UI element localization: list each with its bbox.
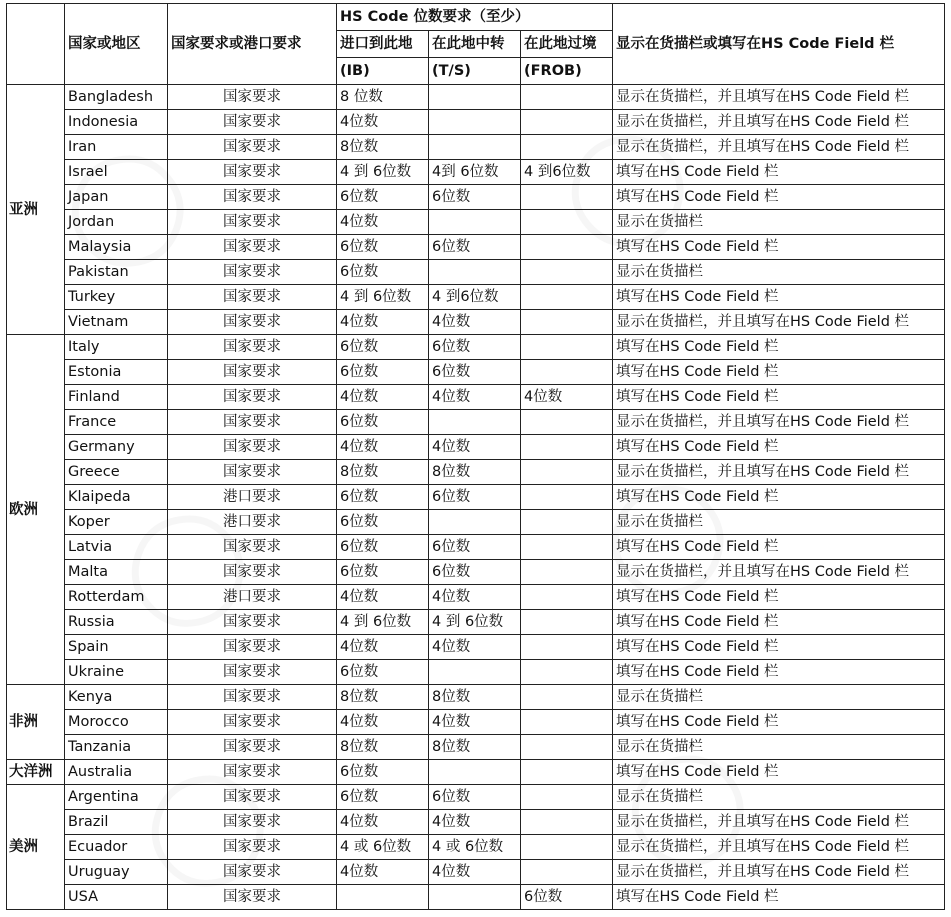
requirement-cell: 国家要求 [168,135,337,160]
requirement-cell: 国家要求 [168,460,337,485]
frob-digits-cell [521,335,613,360]
ib-digits-cell: 4位数 [337,310,429,335]
table-row [7,135,945,160]
table-row [7,85,945,110]
country-cell: Kenya [65,685,168,710]
country-cell: Japan [65,185,168,210]
display-cell: 显示在货描栏 [613,260,945,285]
display-cell: 显示在货描栏，并且填写在HS Code Field 栏 [613,860,945,885]
frob-digits-cell [521,560,613,585]
table-row [7,760,945,785]
header-hs-digits: HS Code 位数要求（至少） [337,4,613,31]
country-cell: Greece [65,460,168,485]
table-row [7,835,945,860]
requirement-cell: 国家要求 [168,760,337,785]
ib-digits-cell: 6位数 [337,335,429,360]
frob-digits-cell [521,85,613,110]
country-cell: Klaipeda [65,485,168,510]
requirement-cell: 国家要求 [168,360,337,385]
table-row [7,635,945,660]
frob-digits-cell [521,285,613,310]
requirement-cell: 国家要求 [168,335,337,360]
display-cell: 填写在HS Code Field 栏 [613,385,945,410]
country-cell: Jordan [65,210,168,235]
country-cell: Uruguay [65,860,168,885]
table-row [7,435,945,460]
requirement-cell: 国家要求 [168,560,337,585]
table-row [7,185,945,210]
table-row [7,685,945,710]
country-cell: Estonia [65,360,168,385]
ib-digits-cell: 6位数 [337,235,429,260]
table-header [7,4,945,85]
country-cell: Argentina [65,785,168,810]
frob-digits-cell [521,260,613,285]
frob-digits-cell [521,460,613,485]
country-cell: Finland [65,385,168,410]
table-row [7,410,945,435]
ts-digits-cell: 4位数 [429,710,521,735]
ib-digits-cell: 4位数 [337,385,429,410]
ts-digits-cell: 4 或 6位数 [429,835,521,860]
frob-digits-cell [521,685,613,710]
frob-digits-cell: 4位数 [521,385,613,410]
requirement-cell: 国家要求 [168,185,337,210]
requirement-cell: 国家要求 [168,860,337,885]
header-display: 显示在货描栏或填写在HS Code Field 栏 [613,4,945,85]
frob-digits-cell [521,810,613,835]
display-cell: 显示在货描栏，并且填写在HS Code Field 栏 [613,135,945,160]
ts-digits-cell [429,85,521,110]
table-row [7,335,945,360]
table-row [7,560,945,585]
requirement-cell: 国家要求 [168,735,337,760]
ts-digits-cell [429,510,521,535]
frob-digits-cell [521,760,613,785]
display-cell: 显示在货描栏，并且填写在HS Code Field 栏 [613,460,945,485]
display-cell: 填写在HS Code Field 栏 [613,285,945,310]
ib-digits-cell: 4位数 [337,585,429,610]
frob-digits-cell: 4 到6位数 [521,160,613,185]
region-cell: 美洲 [7,785,65,910]
frob-digits-cell [521,435,613,460]
header-ts-line2: (T/S) [429,58,521,85]
ts-digits-cell: 4位数 [429,435,521,460]
ib-digits-cell: 6位数 [337,185,429,210]
ts-digits-cell: 4 到 6位数 [429,610,521,635]
country-cell: Iran [65,135,168,160]
country-cell: Germany [65,435,168,460]
display-cell: 填写在HS Code Field 栏 [613,660,945,685]
ts-digits-cell [429,885,521,910]
table-row [7,110,945,135]
requirement-cell: 国家要求 [168,810,337,835]
table-row [7,385,945,410]
frob-digits-cell [521,310,613,335]
requirement-cell: 国家要求 [168,685,337,710]
requirement-cell: 国家要求 [168,535,337,560]
frob-digits-cell [521,835,613,860]
ib-digits-cell: 6位数 [337,360,429,385]
display-cell: 填写在HS Code Field 栏 [613,335,945,360]
ib-digits-cell: 4 到 6位数 [337,610,429,635]
ib-digits-cell: 4位数 [337,210,429,235]
frob-digits-cell: 6位数 [521,885,613,910]
region-cell: 亚洲 [7,85,65,335]
requirement-cell: 国家要求 [168,385,337,410]
country-cell: Morocco [65,710,168,735]
header-country: 国家或地区 [65,4,168,85]
display-cell: 填写在HS Code Field 栏 [613,235,945,260]
ib-digits-cell: 8位数 [337,735,429,760]
frob-digits-cell [521,135,613,160]
ts-digits-cell: 6位数 [429,335,521,360]
table-row [7,610,945,635]
ib-digits-cell: 8 位数 [337,85,429,110]
ts-digits-cell: 6位数 [429,560,521,585]
ts-digits-cell [429,760,521,785]
ib-digits-cell: 6位数 [337,260,429,285]
table-row [7,235,945,260]
display-cell: 填写在HS Code Field 栏 [613,610,945,635]
display-cell: 填写在HS Code Field 栏 [613,885,945,910]
ts-digits-cell: 4位数 [429,385,521,410]
display-cell: 显示在货描栏，并且填写在HS Code Field 栏 [613,810,945,835]
country-cell: Australia [65,760,168,785]
frob-digits-cell [521,785,613,810]
frob-digits-cell [521,635,613,660]
table-row [7,360,945,385]
ts-digits-cell [429,110,521,135]
country-cell: Tanzania [65,735,168,760]
ts-digits-cell [429,660,521,685]
requirement-cell: 国家要求 [168,835,337,860]
header-ts-line1: 在此地中转 [429,31,521,58]
table-body [7,85,945,910]
requirement-cell: 国家要求 [168,85,337,110]
ts-digits-cell [429,260,521,285]
frob-digits-cell [521,110,613,135]
display-cell: 填写在HS Code Field 栏 [613,535,945,560]
frob-digits-cell [521,860,613,885]
display-cell: 显示在货描栏，并且填写在HS Code Field 栏 [613,85,945,110]
country-cell: Ecuador [65,835,168,860]
frob-digits-cell [521,410,613,435]
ts-digits-cell [429,210,521,235]
ts-digits-cell [429,135,521,160]
ib-digits-cell: 6位数 [337,760,429,785]
header-region-blank [7,4,65,85]
ib-digits-cell: 4位数 [337,860,429,885]
table-row [7,660,945,685]
ts-digits-cell: 6位数 [429,185,521,210]
requirement-cell: 国家要求 [168,285,337,310]
region-cell: 非洲 [7,685,65,760]
region-cell: 欧洲 [7,335,65,685]
country-cell: Turkey [65,285,168,310]
table-row [7,260,945,285]
country-cell: Malaysia [65,235,168,260]
header-requirement: 国家要求或港口要求 [168,4,337,85]
country-cell: Russia [65,610,168,635]
frob-digits-cell [521,210,613,235]
country-cell: Ukraine [65,660,168,685]
requirement-cell: 国家要求 [168,785,337,810]
ib-digits-cell: 8位数 [337,460,429,485]
header-frob-line2: (FROB) [521,58,613,85]
ib-digits-cell: 4 到 6位数 [337,160,429,185]
requirement-cell: 国家要求 [168,235,337,260]
display-cell: 填写在HS Code Field 栏 [613,710,945,735]
frob-digits-cell [521,360,613,385]
requirement-cell: 国家要求 [168,260,337,285]
frob-digits-cell [521,185,613,210]
hs-code-requirements-table [6,3,945,910]
country-cell: Rotterdam [65,585,168,610]
frob-digits-cell [521,610,613,635]
table-row [7,285,945,310]
requirement-cell: 国家要求 [168,610,337,635]
requirement-cell: 国家要求 [168,110,337,135]
table-row [7,785,945,810]
frob-digits-cell [521,510,613,535]
country-cell: Bangladesh [65,85,168,110]
ib-digits-cell: 4位数 [337,810,429,835]
table-row [7,710,945,735]
ib-digits-cell: 8位数 [337,135,429,160]
ts-digits-cell: 6位数 [429,235,521,260]
display-cell: 填写在HS Code Field 栏 [613,635,945,660]
ts-digits-cell: 6位数 [429,360,521,385]
table-row [7,810,945,835]
ts-digits-cell: 4位数 [429,585,521,610]
ib-digits-cell: 6位数 [337,485,429,510]
display-cell: 填写在HS Code Field 栏 [613,185,945,210]
display-cell: 显示在货描栏 [613,685,945,710]
frob-digits-cell [521,535,613,560]
header-frob-line1: 在此地过境 [521,31,613,58]
country-cell: Indonesia [65,110,168,135]
display-cell: 填写在HS Code Field 栏 [613,435,945,460]
ts-digits-cell: 4到 6位数 [429,160,521,185]
display-cell: 填写在HS Code Field 栏 [613,585,945,610]
country-cell: Israel [65,160,168,185]
ts-digits-cell: 4位数 [429,310,521,335]
table-row [7,485,945,510]
header-ib-line1: 进口到此地 [337,31,429,58]
frob-digits-cell [521,485,613,510]
display-cell: 显示在货描栏 [613,510,945,535]
table-row [7,860,945,885]
table-row [7,460,945,485]
requirement-cell: 港口要求 [168,485,337,510]
display-cell: 显示在货描栏，并且填写在HS Code Field 栏 [613,835,945,860]
ts-digits-cell: 6位数 [429,535,521,560]
ib-digits-cell: 6位数 [337,535,429,560]
ts-digits-cell: 6位数 [429,785,521,810]
table-row [7,510,945,535]
ts-digits-cell: 6位数 [429,485,521,510]
country-cell: Malta [65,560,168,585]
ib-digits-cell [337,885,429,910]
display-cell: 显示在货描栏 [613,735,945,760]
table-row [7,310,945,335]
display-cell: 显示在货描栏，并且填写在HS Code Field 栏 [613,560,945,585]
country-cell: Koper [65,510,168,535]
display-cell: 填写在HS Code Field 栏 [613,760,945,785]
ts-digits-cell: 4位数 [429,635,521,660]
country-cell: France [65,410,168,435]
country-cell: Brazil [65,810,168,835]
requirement-cell: 国家要求 [168,660,337,685]
ib-digits-cell: 4 或 6位数 [337,835,429,860]
country-cell: Spain [65,635,168,660]
ib-digits-cell: 4位数 [337,435,429,460]
region-cell: 大洋洲 [7,760,65,785]
requirement-cell: 港口要求 [168,585,337,610]
header-ib-line2: (IB) [337,58,429,85]
table-row [7,160,945,185]
ib-digits-cell: 4位数 [337,110,429,135]
country-cell: Pakistan [65,260,168,285]
frob-digits-cell [521,735,613,760]
display-cell: 显示在货描栏，并且填写在HS Code Field 栏 [613,310,945,335]
ib-digits-cell: 6位数 [337,510,429,535]
frob-digits-cell [521,585,613,610]
ib-digits-cell: 6位数 [337,560,429,585]
frob-digits-cell [521,235,613,260]
requirement-cell: 国家要求 [168,635,337,660]
requirement-cell: 国家要求 [168,710,337,735]
table-row [7,735,945,760]
table-row [7,585,945,610]
requirement-cell: 国家要求 [168,310,337,335]
ib-digits-cell: 6位数 [337,660,429,685]
requirement-cell: 国家要求 [168,885,337,910]
requirement-cell: 港口要求 [168,510,337,535]
ib-digits-cell: 8位数 [337,685,429,710]
ts-digits-cell: 4 到6位数 [429,285,521,310]
table-row [7,210,945,235]
ib-digits-cell: 4位数 [337,710,429,735]
ts-digits-cell: 4位数 [429,810,521,835]
country-cell: Vietnam [65,310,168,335]
display-cell: 显示在货描栏，并且填写在HS Code Field 栏 [613,410,945,435]
ib-digits-cell: 4 到 6位数 [337,285,429,310]
display-cell: 填写在HS Code Field 栏 [613,485,945,510]
display-cell: 填写在HS Code Field 栏 [613,160,945,185]
ts-digits-cell: 8位数 [429,685,521,710]
requirement-cell: 国家要求 [168,410,337,435]
display-cell: 显示在货描栏 [613,785,945,810]
ts-digits-cell: 8位数 [429,735,521,760]
frob-digits-cell [521,660,613,685]
requirement-cell: 国家要求 [168,435,337,460]
country-cell: Italy [65,335,168,360]
requirement-cell: 国家要求 [168,210,337,235]
country-cell: USA [65,885,168,910]
ts-digits-cell: 8位数 [429,460,521,485]
ts-digits-cell: 4位数 [429,860,521,885]
ts-digits-cell [429,410,521,435]
table-row [7,885,945,910]
display-cell: 显示在货描栏 [613,210,945,235]
table-row [7,535,945,560]
ib-digits-cell: 4位数 [337,635,429,660]
requirement-cell: 国家要求 [168,160,337,185]
ib-digits-cell: 6位数 [337,785,429,810]
frob-digits-cell [521,710,613,735]
ib-digits-cell: 6位数 [337,410,429,435]
country-cell: Latvia [65,535,168,560]
display-cell: 显示在货描栏，并且填写在HS Code Field 栏 [613,110,945,135]
display-cell: 填写在HS Code Field 栏 [613,360,945,385]
